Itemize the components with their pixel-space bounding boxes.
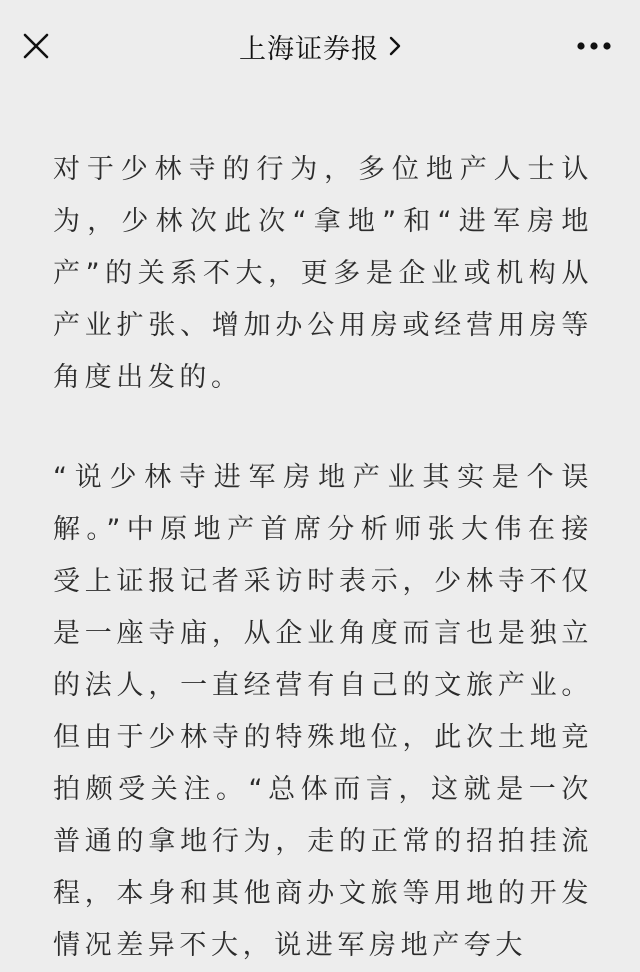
article-paragraph: “说少林寺进军房地产业其实是个误解。”中原地产首席分析师张大伟在接受上证报记者采访时表示，少林寺不仅是一座寺庙，从企业角度而言也是独立的法人，一直经营有自己的文旅产业。但由于少林寺的特殊地位，此次土地竞拍颇受关注。“总体而言，这就是一次普通的拿地行为，走的正常的招拍挂流程，本身和其他商办文旅等用地的开发情况差异不大，说进军房地产夸大 <box>53 462 593 961</box>
page-title: 上海证券报 <box>239 33 379 65</box>
more-options-button[interactable] <box>572 30 616 62</box>
top-nav-bar <box>0 0 640 94</box>
more-horizontal-icon <box>576 41 612 51</box>
paragraph-spacer <box>53 404 593 452</box>
article-paragraph: 对于少林寺的行为，多位地产人士认为，少林次此次“拿地”和“进军房地产”的关系不大，更多是企业或机构从产业扩张、增加办公用房或经营用房等角度出发的。 <box>53 154 593 393</box>
article-body <box>53 144 593 972</box>
chevron-right-icon <box>389 36 401 56</box>
account-title-link[interactable] <box>0 26 640 66</box>
